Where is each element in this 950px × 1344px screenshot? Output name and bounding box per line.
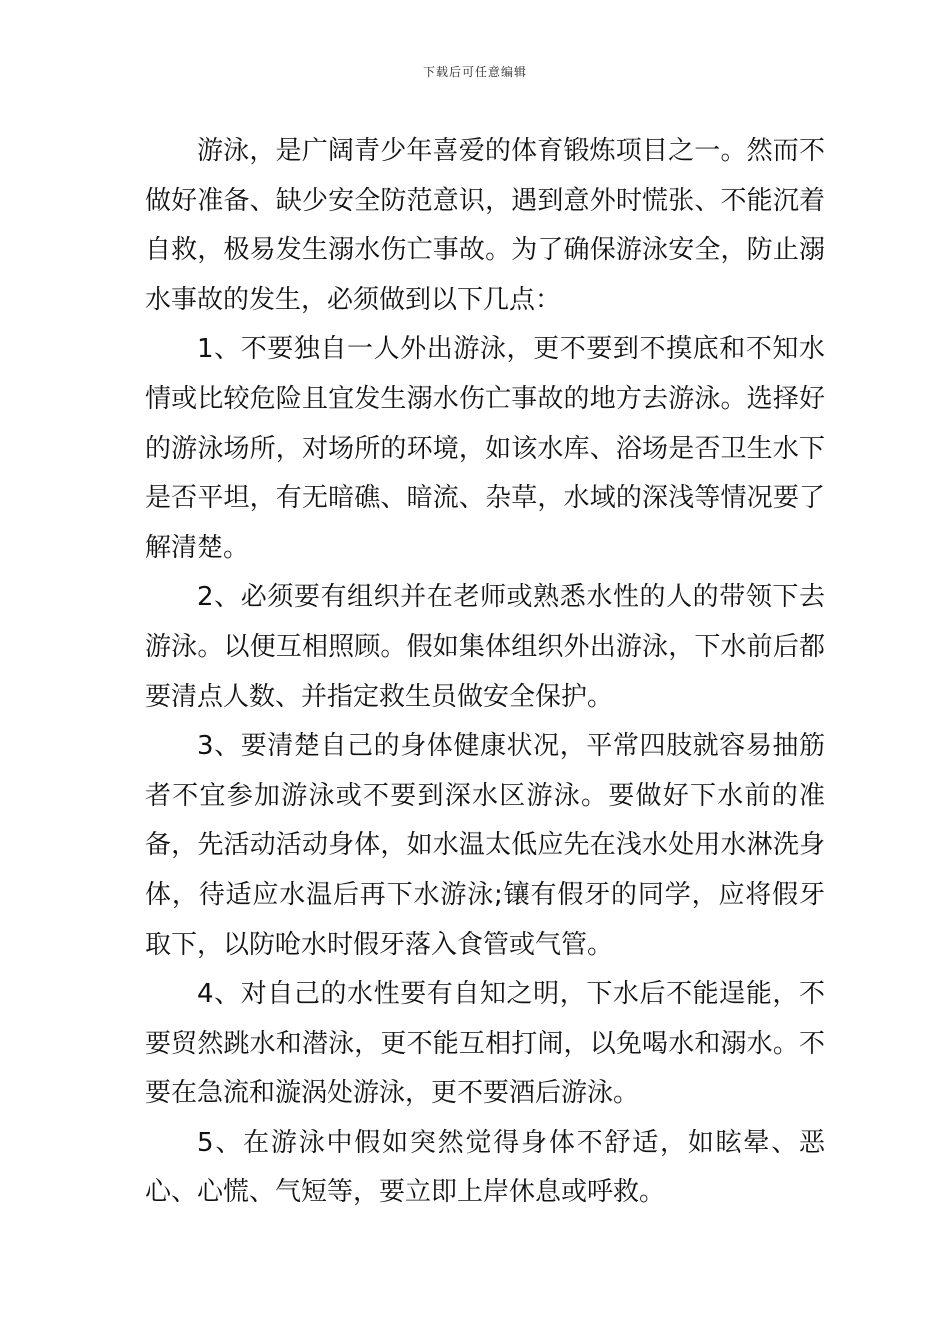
page-header: 下载后可任意编辑 xyxy=(422,65,527,79)
paragraph-item-4: 4、对自己的水性要有自知之明，下水后不能逞能，不要贸然跳水和潜泳，更不能互相打闹，以免喝水和溺水。不要在急流和漩涡处游泳，更不要酒后游泳。 xyxy=(145,979,825,1109)
paragraph-item-1: 1、不要独自一人外出游泳，更不要到不摸底和不知水情或比较危险且宜发生溺水伤亡事故的地方去游泳。选择好的游泳场所，对场所的环境，如该水库、浴场是否卫生水下是否平坦，有无暗礁、暗流、杂草，水域的深浅等情况要了解清楚。 xyxy=(145,334,825,563)
paragraph-item-2: 2、必须要有组织并在老师或熟悉水性的人的带领下去游泳。以便互相照顾。假如集体组织外出游泳，下水前后都要清点人数、并指定救生员做安全保护。 xyxy=(145,582,825,712)
paragraph-intro: 游泳，是广阔青少年喜爱的体育锻炼项目之一。然而不做好准备、缺少安全防范意识，遇到意外时慌张、不能沉着自救，极易发生溺水伤亡事故。为了确保游泳安全，防止溺水事故的发生，必须做到以下几点： xyxy=(145,136,825,315)
paragraph-item-5: 5、在游泳中假如突然觉得身体不舒适，如眩晕、恶心、心慌、气短等，要立即上岸休息或呼救。 xyxy=(145,1127,825,1208)
document-body xyxy=(145,127,825,1218)
paragraph-item-3: 3、要清楚自己的身体健康状况，平常四肢就容易抽筋者不宜参加游泳或不要到深水区游泳。要做好下水前的准备，先活动活动身体，如水温太低应先在浅水处用水淋洗身体，待适应水温后再下水游泳;镶有假牙的同学，应将假牙取下，以防呛水时假牙落入食管或气管。 xyxy=(145,731,825,960)
